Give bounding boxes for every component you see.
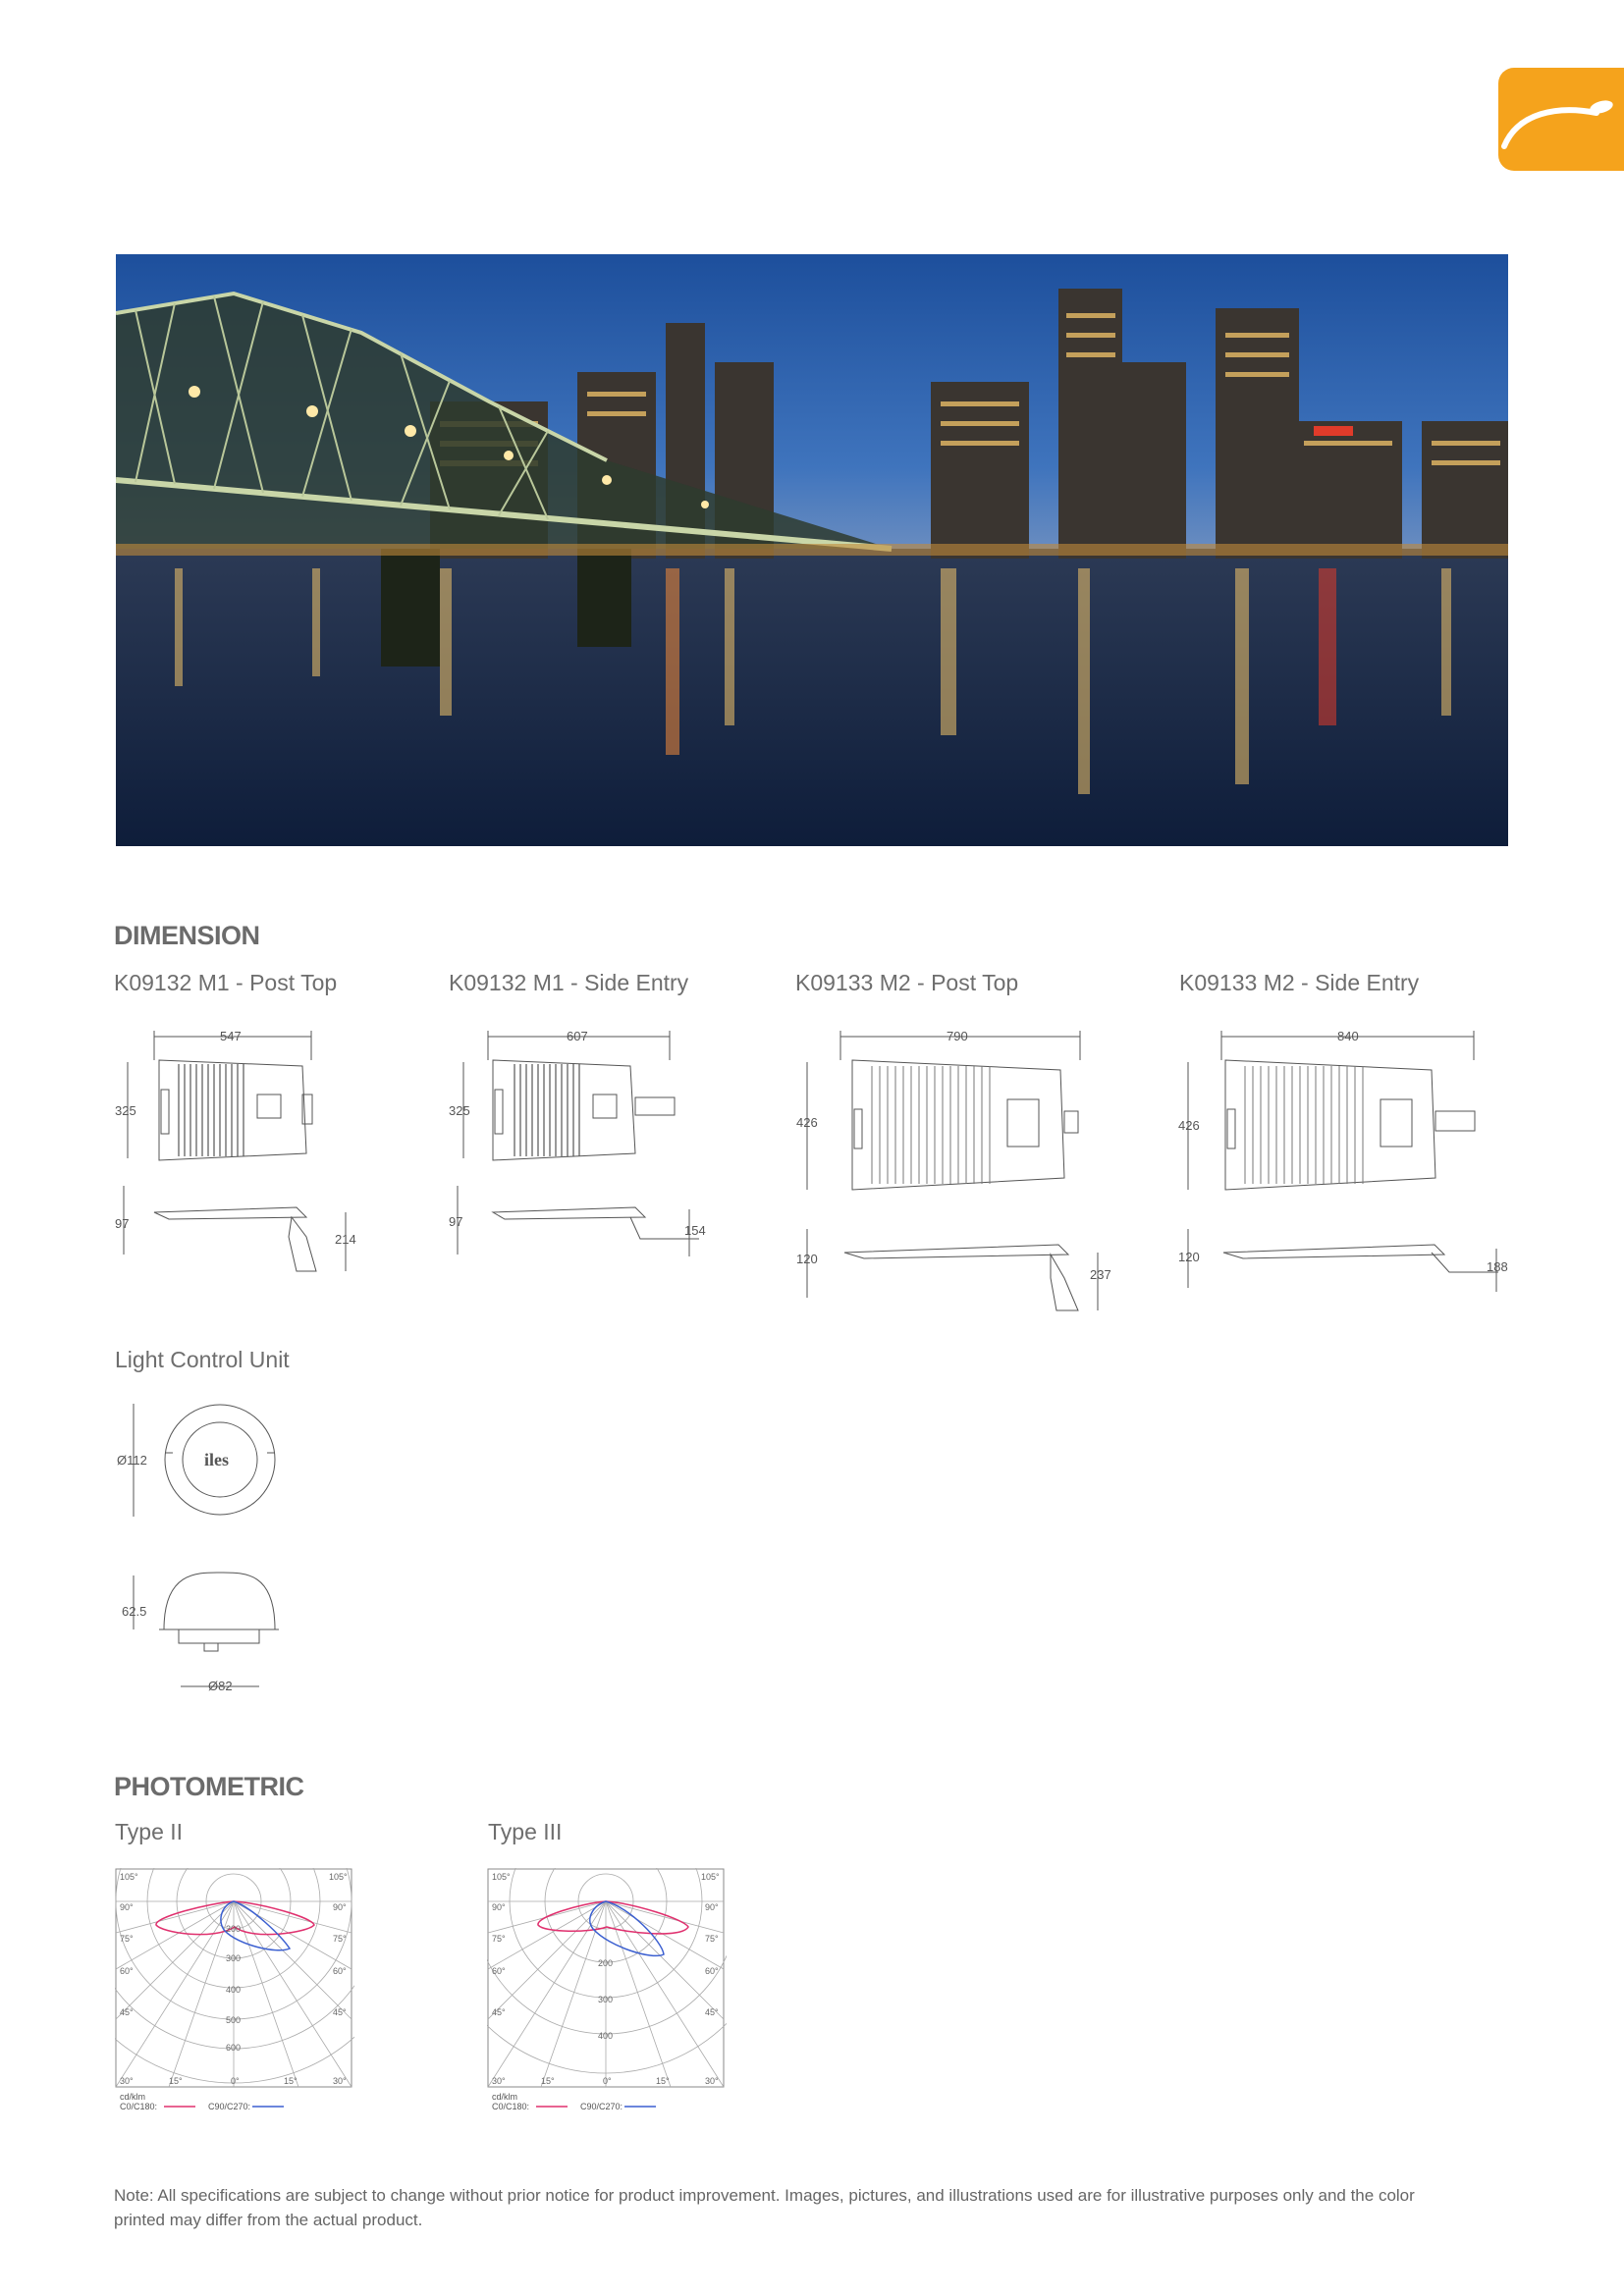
t3-angle-105-right: 105°	[701, 1872, 720, 1882]
t3-legend-c90: C90/C270:	[580, 2102, 623, 2111]
t3-ring-400: 400	[598, 2031, 614, 2041]
t3-ring-200: 200	[598, 1958, 614, 1968]
lcu-height: 62.5	[122, 1604, 147, 1619]
model-1-side-height: 97	[115, 1216, 130, 1231]
hero-photo	[116, 254, 1508, 846]
t2-angle-15-right: 15°	[284, 2076, 298, 2086]
t2-ring-200: 200	[226, 1924, 242, 1934]
model-2-side-total: 154	[684, 1223, 706, 1238]
model-2-side-height: 97	[449, 1214, 463, 1229]
model-3-drawing	[793, 1021, 1117, 1315]
t3-angle-60-left: 60°	[492, 1966, 506, 1976]
model-3-label: K09133 M2 - Post Top	[795, 970, 1019, 995]
model-2-top-height: 325	[449, 1103, 470, 1118]
brand-logo	[1498, 68, 1624, 171]
brand-logo-icon	[1498, 68, 1624, 171]
model-1-label: K09132 M1 - Post Top	[114, 970, 338, 995]
t3-legend-c0: C0/C180:	[492, 2102, 530, 2111]
lcu-diameter-base: Ø82	[208, 1679, 233, 1693]
t2-angle-15-left: 15°	[169, 2076, 183, 2086]
model-2-top-width: 607	[567, 1029, 588, 1043]
model-4-side-height: 120	[1178, 1250, 1200, 1264]
t2-angle-90-left: 90°	[120, 1902, 134, 1912]
t3-angle-90-left: 90°	[492, 1902, 506, 1912]
t2-legend-unit: cd/klm	[120, 2092, 146, 2102]
t2-angle-0: 0°	[231, 2076, 240, 2086]
model-4-side-total: 188	[1487, 1259, 1508, 1274]
type-2-label: Type II	[115, 1819, 184, 1844]
t2-angle-75-right: 75°	[333, 1934, 347, 1944]
t3-angle-75-left: 75°	[492, 1934, 506, 1944]
model-1-top-width: 547	[220, 1029, 242, 1043]
lcu-diameter-top: Ø112	[117, 1453, 147, 1468]
t2-ring-500: 500	[226, 2015, 242, 2025]
lcu-drawing	[110, 1394, 297, 1708]
type-2-polar-chart	[115, 1868, 354, 2123]
t2-angle-75-left: 75°	[120, 1934, 134, 1944]
t3-angle-15-right: 15°	[656, 2076, 670, 2086]
model-4-label: K09133 M2 - Side Entry	[1179, 970, 1420, 995]
model-4-top-width: 840	[1337, 1029, 1359, 1043]
t2-angle-30-left: 30°	[120, 2076, 134, 2086]
t3-legend-unit: cd/klm	[492, 2092, 518, 2102]
t2-angle-30-right: 30°	[333, 2076, 347, 2086]
t2-angle-45-right: 45°	[333, 2007, 347, 2017]
t3-angle-45-right: 45°	[705, 2007, 719, 2017]
t2-ring-300: 300	[226, 1953, 242, 1963]
t3-angle-0: 0°	[603, 2076, 612, 2086]
t3-angle-30-left: 30°	[492, 2076, 506, 2086]
t2-legend-c90: C90/C270:	[208, 2102, 251, 2111]
t3-angle-30-right: 30°	[705, 2076, 719, 2086]
t2-angle-105-left: 105°	[120, 1872, 138, 1882]
model-2-drawing	[444, 1021, 719, 1276]
type-3-polar-chart	[487, 1868, 727, 2123]
model-1-drawing	[110, 1021, 365, 1276]
model-4-top-height: 426	[1178, 1118, 1200, 1133]
model-3-side-height: 120	[796, 1252, 818, 1266]
t2-angle-105-right: 105°	[329, 1872, 348, 1882]
model-3-side-total: 237	[1090, 1267, 1111, 1282]
t3-ring-300: 300	[598, 1995, 614, 2004]
type-3-label: Type III	[488, 1819, 563, 1844]
disclaimer-note: Note: All specifications are subject to change without prior notice for product improvement. Images, pictures, and illustrations used are for illustrative purposes only and the color printed may differ from the actual product.	[114, 2186, 1415, 2229]
t3-angle-90-right: 90°	[705, 1902, 719, 1912]
t2-angle-60-left: 60°	[120, 1966, 134, 1976]
dimension-heading: DIMENSION	[114, 921, 260, 950]
t2-ring-400: 400	[226, 1985, 242, 1995]
t3-angle-105-left: 105°	[492, 1872, 511, 1882]
lcu-label: Light Control Unit	[115, 1347, 290, 1372]
photometric-heading: PHOTOMETRIC	[114, 1772, 304, 1801]
t3-angle-75-right: 75°	[705, 1934, 719, 1944]
model-1-top-height: 325	[115, 1103, 136, 1118]
t2-ring-600: 600	[226, 2043, 242, 2053]
t3-angle-15-left: 15°	[541, 2076, 555, 2086]
t2-angle-60-right: 60°	[333, 1966, 347, 1976]
t3-angle-60-right: 60°	[705, 1966, 719, 1976]
t3-angle-45-left: 45°	[492, 2007, 506, 2017]
model-2-label: K09132 M1 - Side Entry	[449, 970, 689, 995]
model-4-drawing	[1174, 1021, 1518, 1306]
model-3-top-width: 790	[947, 1029, 968, 1043]
lcu-logo: iles	[204, 1450, 229, 1469]
t2-legend-c0: C0/C180:	[120, 2102, 158, 2111]
model-1-side-total: 214	[335, 1232, 356, 1247]
model-3-top-height: 426	[796, 1115, 818, 1130]
t2-angle-90-right: 90°	[333, 1902, 347, 1912]
city-skyline-illustration	[116, 254, 1508, 846]
t2-angle-45-left: 45°	[120, 2007, 134, 2017]
